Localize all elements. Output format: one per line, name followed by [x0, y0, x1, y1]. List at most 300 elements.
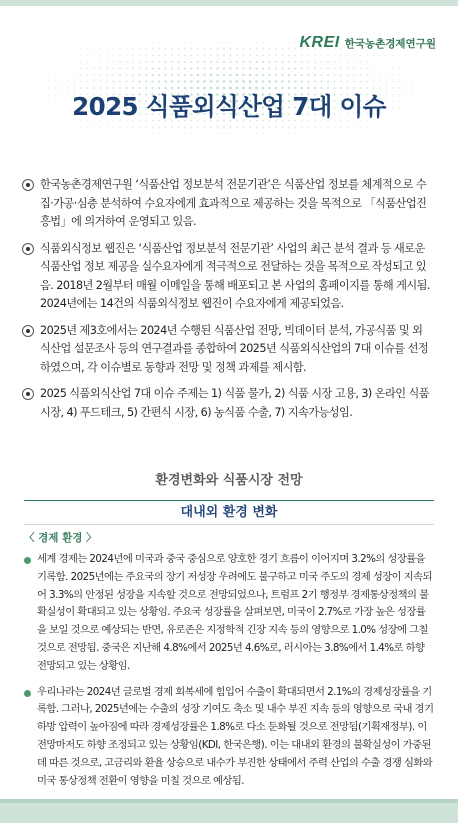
decoration-dot: [327, 68, 329, 70]
decoration-dot: [269, 133, 270, 134]
decoration-dot: [80, 68, 81, 69]
decoration-dot: [393, 62, 394, 63]
decoration-dot: [165, 126, 166, 127]
decoration-dot: [236, 55, 238, 57]
decoration-dot: [22, 81, 23, 82]
decoration-dot: [81, 55, 82, 56]
decoration-dot: [100, 81, 102, 83]
decoration-dot: [120, 42, 121, 43]
decoration-dot: [243, 29, 244, 30]
decoration-dot: [113, 133, 114, 134]
decoration-dot: [113, 74, 115, 76]
decoration-dot: [373, 81, 374, 82]
decoration-dot: [184, 126, 185, 127]
decoration-dot: [139, 55, 140, 56]
decoration-dot: [249, 61, 251, 63]
decoration-dot: [243, 42, 244, 43]
decoration-dot: [295, 133, 296, 134]
decoration-dot: [204, 55, 206, 57]
decoration-dot: [68, 127, 69, 128]
decoration-dot: [354, 133, 355, 134]
decoration-dot: [249, 126, 250, 127]
decoration-dot: [106, 68, 107, 69]
decoration-dot: [340, 61, 341, 62]
decoration-dot: [282, 140, 283, 141]
decoration-dot: [191, 48, 192, 49]
decoration-dot: [412, 62, 413, 63]
decoration-dot: [308, 68, 310, 70]
decoration-dot: [146, 42, 147, 43]
decoration-dot: [158, 68, 160, 70]
decoration-dot: [165, 61, 167, 63]
decoration-dot: [211, 146, 212, 147]
decoration-dot: [243, 36, 244, 37]
decoration-dot: [256, 133, 257, 134]
decoration-dot: [55, 55, 56, 56]
decoration-dot: [81, 127, 82, 128]
decoration-dot: [262, 74, 264, 76]
decoration-dot: [289, 140, 290, 141]
decoration-dot: [393, 55, 394, 56]
logo-mark: KREI: [299, 34, 340, 51]
decoration-dot: [412, 68, 413, 69]
decoration-dot: [152, 61, 154, 63]
decoration-dot: [87, 74, 88, 75]
decoration-dot: [230, 133, 231, 134]
decoration-dot: [340, 55, 341, 56]
decoration-dot: [100, 49, 101, 50]
decoration-dot: [172, 36, 173, 37]
decoration-dot: [165, 55, 166, 56]
decoration-dot: [126, 61, 127, 62]
decoration-dot: [139, 48, 140, 49]
decoration-dot: [80, 81, 81, 82]
decoration-dot: [197, 67, 199, 69]
decoration-dot: [301, 68, 303, 70]
logo: [299, 34, 436, 52]
decoration-dot: [164, 80, 166, 82]
decoration-dot: [399, 68, 400, 69]
decoration-dot: [321, 133, 322, 134]
decoration-dot: [68, 68, 69, 69]
decoration-dot: [347, 68, 348, 69]
decoration-dot: [184, 55, 186, 57]
decoration-dot: [373, 68, 374, 69]
decoration-dot: [289, 133, 290, 134]
decoration-dot: [74, 49, 75, 50]
decoration-dot: [262, 42, 263, 43]
decoration-dot: [236, 126, 237, 127]
decoration-dot: [197, 80, 200, 83]
decoration-dot: [419, 62, 420, 63]
decoration-dot: [100, 74, 101, 75]
decoration-dot: [399, 62, 400, 63]
decoration-dot: [262, 126, 263, 127]
decoration-dot: [386, 127, 387, 128]
decoration-dot: [197, 55, 199, 57]
decoration-dot: [106, 81, 108, 83]
decoration-dot: [217, 29, 218, 30]
decoration-dot: [386, 74, 387, 75]
decoration-dot: [321, 74, 323, 76]
decoration-dot: [288, 55, 290, 57]
decoration-dot: [406, 75, 407, 76]
decoration-dot: [281, 74, 283, 76]
decoration-dot: [419, 81, 420, 82]
decoration-dot: [178, 55, 180, 57]
decoration-dot: [275, 80, 277, 82]
decoration-dot: [126, 127, 127, 128]
decoration-dot: [380, 55, 381, 56]
decoration-dot: [432, 68, 433, 69]
dot-bullet-icon: [24, 690, 31, 697]
decoration-dot: [210, 133, 211, 134]
decoration-dot: [347, 61, 348, 62]
decoration-dot: [294, 80, 296, 82]
decoration-dot: [178, 140, 179, 141]
decoration-dot: [308, 55, 309, 56]
decoration-dot: [74, 74, 75, 75]
decoration-dot: [301, 55, 302, 56]
decoration-dot: [29, 75, 30, 76]
decoration-dot: [126, 68, 128, 70]
decoration-dot: [210, 74, 212, 76]
section-title: 환경변화와 식품시장 전망: [155, 473, 303, 488]
decoration-dot: [328, 133, 329, 134]
decoration-dot: [334, 55, 335, 56]
decoration-dot: [237, 29, 238, 30]
decoration-dot: [158, 74, 160, 76]
decoration-dot: [132, 68, 134, 70]
decoration-dot: [295, 48, 296, 49]
decoration-dot: [419, 68, 420, 69]
decoration-dot: [366, 68, 367, 69]
decoration-dot: [236, 61, 238, 63]
decoration-dot: [80, 74, 81, 75]
decoration-dot: [152, 36, 153, 37]
decoration-dot: [177, 67, 179, 69]
decoration-dot: [334, 81, 336, 83]
decoration-dot: [295, 55, 296, 56]
decoration-dot: [61, 62, 62, 63]
decoration-dot: [152, 48, 153, 49]
decoration-dot: [236, 42, 237, 43]
decoration-dot: [425, 75, 426, 76]
decoration-dot: [229, 67, 231, 69]
decoration-dot: [35, 81, 36, 82]
decoration-dot: [68, 62, 69, 63]
decoration-dot: [321, 81, 323, 83]
decoration-dot: [386, 55, 387, 56]
decoration-dot: [366, 81, 367, 82]
intro-bullet-text: 한국농촌경제연구원 ‘식품산업 정보분석 전문기관’은 식품산업 정보를 체계적으로 수집·가공·심층 분석하여 수요자에게 효과적으로 제공하는 것을 목적으로 「식품산업진흥법」에 의거하여 운영되고 있음.: [40, 178, 427, 228]
decoration-dot: [223, 48, 224, 49]
decoration-dot: [139, 68, 141, 70]
decoration-dot: [120, 127, 121, 128]
decoration-dot: [230, 140, 231, 141]
decoration-dot: [275, 74, 277, 76]
decoration-dot: [256, 48, 257, 49]
decoration-dot: [223, 126, 224, 127]
environment-list: [24, 551, 434, 798]
decoration-dot: [366, 61, 367, 62]
decoration-dot: [386, 81, 387, 82]
decoration-dot: [217, 42, 218, 43]
decoration-dot: [275, 55, 277, 57]
decoration-dot: [360, 55, 361, 56]
decoration-dot: [126, 133, 127, 134]
decoration-dot: [139, 81, 141, 83]
decoration-dot: [165, 48, 166, 49]
decoration-dot: [146, 140, 147, 141]
decoration-dot: [242, 67, 244, 69]
decoration-dot: [314, 74, 316, 76]
decoration-dot: [100, 61, 101, 62]
decoration-dot: [191, 55, 193, 57]
decoration-dot: [256, 61, 258, 63]
decoration-dot: [425, 68, 426, 69]
circle-bullet-icon: [22, 325, 34, 337]
decoration-dot: [230, 36, 231, 37]
decoration-dot: [185, 140, 186, 141]
dot-bullet-icon: [24, 557, 31, 564]
decoration-dot: [223, 74, 226, 77]
decoration-dot: [100, 127, 101, 128]
decoration-dot: [190, 67, 192, 69]
decoration-dot: [243, 126, 244, 127]
decoration-dot: [48, 62, 49, 63]
decoration-dot: [145, 126, 146, 127]
decoration-dot: [250, 140, 251, 141]
decoration-dot: [321, 140, 322, 141]
decoration-dot: [268, 67, 270, 69]
decoration-dot: [223, 55, 225, 57]
decoration-dot: [236, 48, 237, 49]
decoration-dot: [276, 133, 277, 134]
decoration-dot: [210, 61, 212, 63]
intro-bullets: [22, 176, 432, 430]
decoration-dot: [184, 74, 186, 76]
decoration-dot: [281, 67, 283, 69]
decoration-dot: [177, 80, 179, 82]
decoration-dot: [119, 68, 121, 70]
decoration-dot: [327, 55, 328, 56]
decoration-dot: [68, 49, 69, 50]
decoration-dot: [217, 61, 219, 63]
decoration-dot: [190, 80, 193, 83]
decoration-dot: [159, 36, 160, 37]
decoration-dot: [184, 48, 185, 49]
decoration-dot: [204, 36, 205, 37]
decoration-dot: [269, 140, 270, 141]
decoration-dot: [35, 62, 36, 63]
decoration-dot: [197, 61, 199, 63]
decoration-dot: [289, 42, 290, 43]
decoration-dot: [386, 68, 387, 69]
decoration-dot: [113, 55, 114, 56]
decoration-dot: [268, 74, 270, 76]
decoration-dot: [191, 133, 192, 134]
decoration-dot: [301, 126, 302, 127]
decoration-dot: [379, 68, 380, 69]
decoration-dot: [172, 42, 173, 43]
decoration-dot: [35, 68, 36, 69]
decoration-dot: [191, 126, 192, 127]
decoration-dot: [198, 140, 199, 141]
decoration-dot: [256, 36, 257, 37]
decoration-dot: [152, 68, 154, 70]
decoration-dot: [354, 127, 355, 128]
decoration-dot: [203, 74, 205, 76]
decoration-dot: [223, 133, 224, 134]
decoration-dot: [295, 68, 297, 70]
decoration-dot: [107, 49, 108, 50]
decoration-dot: [211, 36, 212, 37]
decoration-dot: [158, 61, 160, 63]
decoration-dot: [224, 29, 225, 30]
decoration-dot: [67, 74, 68, 75]
decoration-dot: [113, 49, 114, 50]
decoration-dot: [178, 61, 180, 63]
decoration-dot: [93, 81, 94, 82]
decoration-dot: [152, 140, 153, 141]
decoration-dot: [276, 42, 277, 43]
decoration-dot: [347, 133, 348, 134]
decoration-dot: [328, 140, 329, 141]
decoration-dot: [341, 127, 342, 128]
decoration-dot: [282, 55, 284, 57]
decoration-dot: [42, 75, 43, 76]
decoration-dot: [217, 133, 218, 134]
decoration-dot: [393, 68, 394, 69]
circle-bullet-icon: [22, 179, 34, 191]
decoration-dot: [68, 55, 69, 56]
decoration-dot: [165, 68, 167, 70]
decoration-dot: [106, 74, 108, 76]
decoration-dot: [237, 146, 238, 147]
decoration-dot: [412, 81, 413, 82]
decoration-dot: [55, 75, 56, 76]
decoration-dot: [301, 74, 303, 76]
decoration-dot: [353, 55, 354, 56]
decoration-dot: [48, 81, 49, 82]
decoration-dot: [100, 55, 101, 56]
decoration-dot: [367, 127, 368, 128]
decoration-dot: [29, 81, 30, 82]
decoration-dot: [178, 126, 179, 127]
decoration-dot: [210, 67, 212, 69]
decoration-dot: [249, 74, 251, 76]
decoration-dot: [74, 127, 75, 128]
decoration-dot: [217, 55, 219, 57]
decoration-dot: [230, 42, 231, 43]
decoration-dot: [67, 81, 68, 82]
decoration-dot: [373, 127, 374, 128]
decoration-dot: [171, 55, 173, 57]
decoration-dot: [152, 133, 153, 134]
decoration-dot: [152, 55, 153, 56]
decoration-dot: [314, 68, 316, 70]
decoration-dot: [243, 55, 245, 57]
decoration-dot: [87, 49, 88, 50]
decoration-dot: [159, 133, 160, 134]
decoration-dot: [159, 42, 160, 43]
decoration-dot: [438, 81, 439, 82]
decoration-dot: [432, 75, 433, 76]
decoration-dot: [327, 74, 329, 76]
decoration-dot: [145, 55, 146, 56]
decoration-dot: [288, 48, 289, 49]
decoration-dot: [236, 74, 239, 77]
decoration-dot: [210, 42, 211, 43]
decoration-dot: [275, 61, 277, 63]
decoration-dot: [399, 75, 400, 76]
decoration-dot: [106, 55, 107, 56]
decoration-dot: [276, 36, 277, 37]
decoration-dot: [406, 68, 407, 69]
decoration-dot: [419, 75, 420, 76]
decoration-dot: [171, 74, 173, 76]
decoration-dot: [74, 81, 75, 82]
decoration-dot: [294, 74, 296, 76]
decoration-dot: [282, 133, 283, 134]
intro-bullet: [22, 176, 432, 232]
decoration-dot: [276, 140, 277, 141]
decoration-dot: [321, 61, 323, 63]
circle-bullet-icon: [22, 388, 34, 400]
decoration-dot: [164, 74, 166, 76]
decoration-dot: [399, 81, 400, 82]
environment-item: [24, 551, 434, 676]
decoration-dot: [249, 42, 250, 43]
environment-item: [24, 684, 434, 791]
decoration-dot: [269, 48, 270, 49]
decoration-dot: [204, 42, 205, 43]
decoration-dot: [360, 68, 361, 69]
decoration-dot: [308, 140, 309, 141]
decoration-dot: [236, 67, 238, 69]
decoration-dot: [172, 140, 173, 141]
decoration-dot: [360, 81, 362, 83]
decoration-dot: [132, 61, 133, 62]
decoration-dot: [152, 126, 153, 127]
decoration-dot: [203, 80, 206, 83]
decoration-dot: [158, 55, 159, 56]
decoration-dot: [314, 61, 316, 63]
decoration-dot: [94, 133, 95, 134]
decoration-dot: [269, 42, 270, 43]
decoration-dot: [314, 55, 315, 56]
decoration-dot: [216, 74, 219, 77]
decoration-dot: [242, 74, 245, 77]
decoration-dot: [165, 133, 166, 134]
intro-bullet-text: 2025년 제3호에서는 2024년 수행된 식품산업 전망, 빅데이터 분석, 가공식품 및 외식산업 설문조사 등의 연구결과를 종합하여 2025년 식품외식산업의 7대 이슈를 선정하였으며, 각 이슈별로 동향과 전망 및 정책 과제를 제시함.: [40, 323, 429, 374]
decoration-dot: [237, 36, 238, 37]
decoration-dot: [158, 80, 160, 82]
decoration-dot: [158, 48, 159, 49]
decoration-dot: [373, 61, 374, 62]
decoration-dot: [334, 133, 335, 134]
decoration-dot: [146, 36, 147, 37]
intro-bullet-text: 2025 식품외식산업 7대 이슈 주제는 1) 식품 물가, 2) 식품 시장 고용, 3) 온라인 식품시장, 4) 푸드테크, 5) 간편식 시장, 6) 농식품 수출, 7) 지속가능성임.: [40, 387, 430, 419]
decoration-dot: [295, 61, 297, 63]
decoration-dot: [262, 48, 263, 49]
decoration-dot: [255, 74, 257, 76]
intro-bullet-text: 식품외식정보 웹진은 ‘식품산업 정보분석 전문기관’ 사업의 최근 분석 결과 등 새로운 식품산업 정보 제공을 실수요자에게 적극적으로 전달하는 것을 목적으로 작성되고 있음. 2018년 2월부터 매월 이메일을 통해 배포되고 본 사업의 홈페이지를 통해 게시됨. 2024년에는 14건의 식품외식정보 웹진이 수요자에게 제공되었음.: [40, 241, 430, 310]
decoration-dot: [263, 36, 264, 37]
decoration-dot: [243, 133, 244, 134]
decoration-dot: [106, 61, 107, 62]
